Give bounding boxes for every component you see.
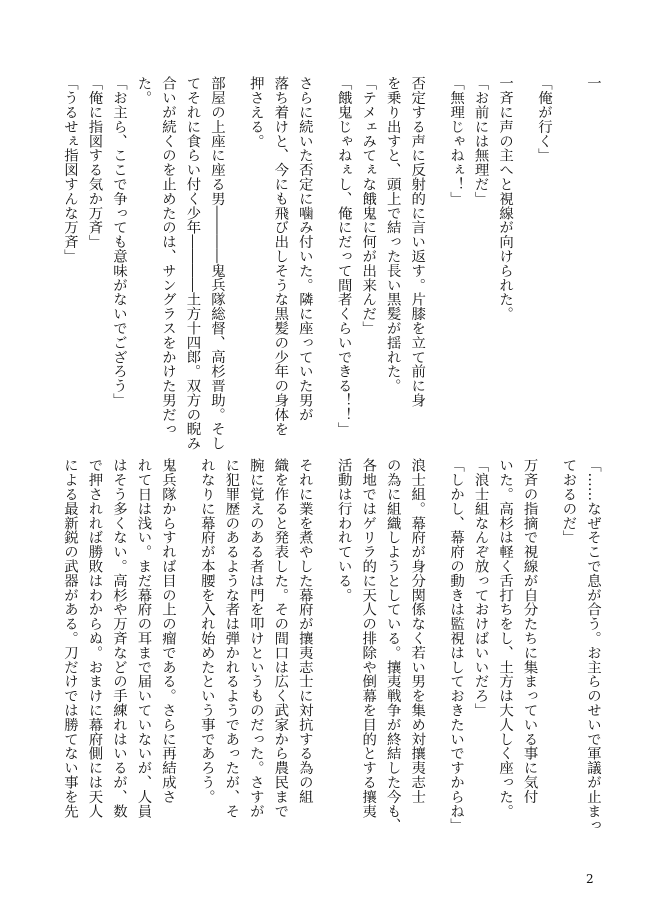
text-line: さらに続いた否定に噛み付いた。隣に座っていた男が [296,76,313,422]
text-line: れなりに幕府が本腰を入れ始めたという事であろう。 [198,458,215,804]
text-line: 「浪士組なんぞ放っておけばいいだろ」 [472,458,489,718]
text-line: 「お前には無理だ」 [472,76,489,206]
text-line: 「俺に指図する気か万斉」 [86,76,103,249]
text-line: 各地ではゲリラ的に天人の排除や倒幕を目的とする攘夷 [360,458,377,818]
text-line: に犯罪歴のあるような者は弾かれるようであったが、そ [223,458,240,818]
text-line: 合いが続くのを止めたのは、サングラスをかけた男だっ [159,76,176,436]
text-line: 万斉の指摘で視線が自分たちに集まっている事に気付 [521,458,538,804]
text-line: 否定する声に反射的に言い返す。片膝を立て前に身 [409,76,426,408]
text-line: た。 [135,76,152,105]
text-line: 「……なぜそこで息が合う。お主らのせいで軍議が止まっ [585,458,601,833]
text-line: 活動は行われている。 [335,458,352,602]
text-line: てそれに食らい付く少年――――土方十四郎。双方の睨み [184,76,201,451]
text-line: を乗り出すと、頭上で結った長い黒髪が揺れた。 [384,76,401,393]
text-line: 「餓鬼じゃねぇし、俺にだって間者くらいできる！！」 [335,76,352,436]
text-line: 「テメェみてぇな餓鬼に何が出来んだ」 [360,76,377,336]
text-line: 部屋の上座に座る男――――鬼兵隊総督、高杉晋助。そし [208,76,225,451]
text-line: いた。高杉は軽く舌打ちをし、土方は大人しく座った。 [497,458,514,818]
text-line: による最新鋭の武器がある。刀だけでは勝てない事を先 [61,458,78,818]
text-line [556,76,581,398]
text-line: はそう多くない。高杉や万斉などの手練れはいるが、数 [110,458,127,818]
text-line: ておるのだ」 [560,458,577,545]
text-line: の為に組織しようとしている。攘夷戦争が終結した今も、 [384,458,401,833]
text-line: 一 [585,76,601,91]
text-line: 押さえる。 [247,76,264,148]
top-text-block [61,76,605,451]
text-line: 腕に覚えのある者は門を叩けというものだった。さすが [247,458,264,818]
text-line: で押されれば勝敗はわからぬ。おまけに幕府側には天人 [86,458,103,818]
text-line: 「うるせぇ指図すんな万斉」 [61,76,78,264]
text-line: 鬼兵隊からすれば目の上の瘤である。さらに再結成さ [159,458,176,804]
bottom-text-block [61,458,605,838]
text-line: 「しかし、幕府の動きは監視はしておきたいですからね」 [448,458,465,833]
text-line: それに業を煮やした幕府が攘夷志士に対抗する為の組 [296,458,313,804]
text-line: 織を作ると発表した。その間口は広く武家から農民まで [272,458,289,818]
text-line: れて日は浅い。まだ幕府の耳まで届いていないが、人員 [135,458,152,818]
text-line: 「俺が行く」 [536,76,552,163]
text-line: 「無理じゃねぇ！」 [448,76,465,206]
page-number: 2 [586,872,594,886]
text-line: 浪士組。幕府が身分関係なく若い男を集め対攘夷志士 [409,458,426,804]
text-line: 「お主ら、ここで争っても意味がないでござろう」 [110,76,127,408]
text-line: 落ち着けと、今にも飛び出しそうな黒髪の少年の身体を [272,76,289,436]
text-line: 一斉に声の主へと視線が向けられた。 [497,76,514,321]
